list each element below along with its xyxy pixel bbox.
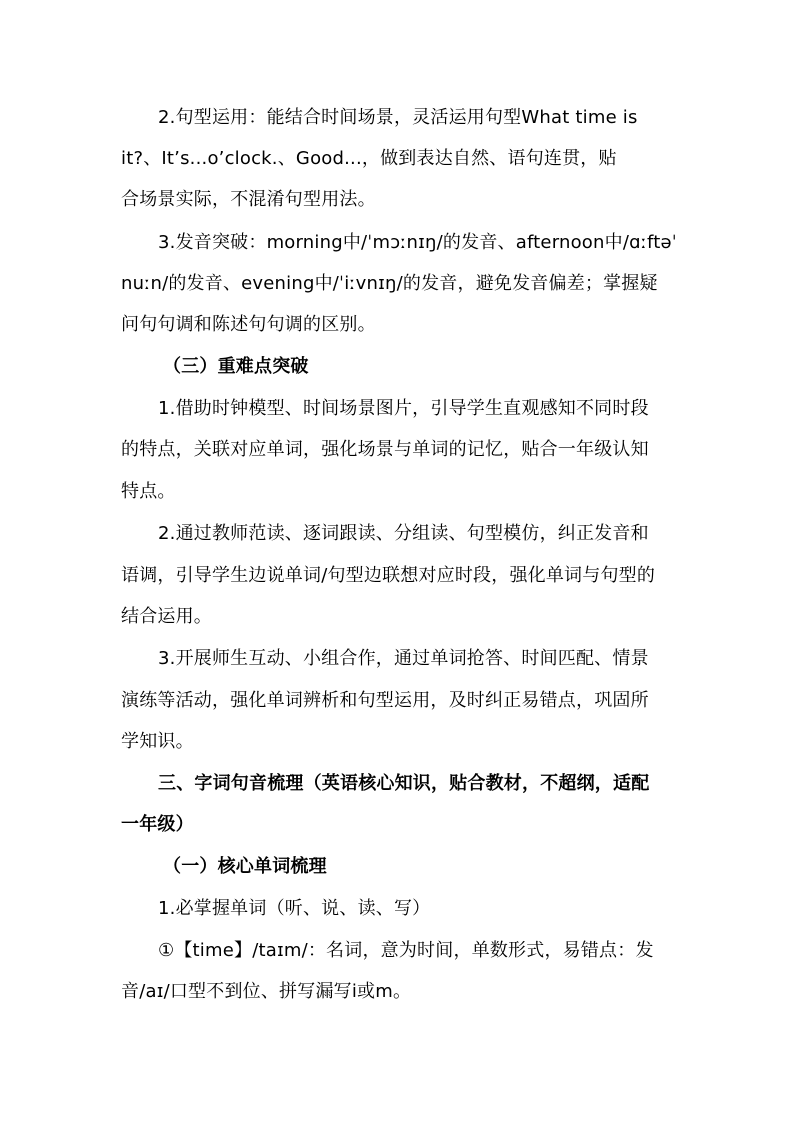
breakthrough-2-line-1: 2.通过教师范读、逐词跟读、分组读、句型模仿，纠正发音和	[158, 523, 649, 544]
breakthrough-1-line-2: 的特点，关联对应单词，强化场景与单词的记忆，贴合一年级认知	[121, 439, 649, 460]
pronunciation-line-3: 问句句调和陈述句句调的区别。	[121, 314, 376, 335]
breakthrough-1-line-3: 特点。	[121, 481, 176, 502]
breakthrough-1-line-1: 1.借助时钟模型、时间场景图片，引导学生直观感知不同时段	[158, 398, 649, 419]
pronunciation-line-2: nuːn/的发音、evening中/ˈiːvnɪŋ/的发音，避免发音偏差；掌握疑	[121, 273, 658, 294]
breakthrough-2-line-3: 结合运用。	[121, 606, 212, 627]
section-heading-words-line-2: 一年级）	[121, 814, 194, 835]
breakthrough-2-line-2: 语调，引导学生边说单词/句型边联想对应时段，强化单词与句型的	[121, 565, 656, 586]
must-master-words-heading: 1.必掌握单词（听、说、读、写）	[158, 898, 431, 919]
breakthrough-3-line-3: 学知识。	[121, 731, 194, 752]
section-heading-key-points: （三）重难点突破	[163, 356, 309, 377]
breakthrough-3-line-2: 演练等活动，强化单词辨析和句型运用，及时纠正易错点，巩固所	[121, 690, 649, 711]
subsection-heading-core-words: （一）核心单词梳理	[163, 856, 327, 877]
pronunciation-line-1: 3.发音突破：morning中/ˈmɔːnɪŋ/的发音、afternoon中/ɑːftəˈ	[158, 232, 677, 253]
word-time-line-2: 音/aɪ/口型不到位、拼写漏写i或m。	[121, 981, 412, 1002]
section-heading-words-line-1: 三、字词句音梳理（英语核心知识，贴合教材，不超纲，适配	[158, 773, 650, 794]
word-time-line-1: ①【time】/taɪm/：名词，意为时间，单数形式，易错点：发	[158, 940, 654, 961]
sentence-usage-line-3: 合场景实际，不混淆句型用法。	[121, 189, 376, 210]
breakthrough-3-line-1: 3.开展师生互动、小组合作，通过单词抢答、时间匹配、情景	[158, 648, 649, 669]
sentence-usage-line-1: 2.句型运用：能结合时间场景，灵活运用句型What time is	[158, 107, 638, 128]
sentence-usage-line-2: it?、It’s...o’clock.、Good...，做到表达自然、语句连贯，贴	[121, 148, 617, 169]
